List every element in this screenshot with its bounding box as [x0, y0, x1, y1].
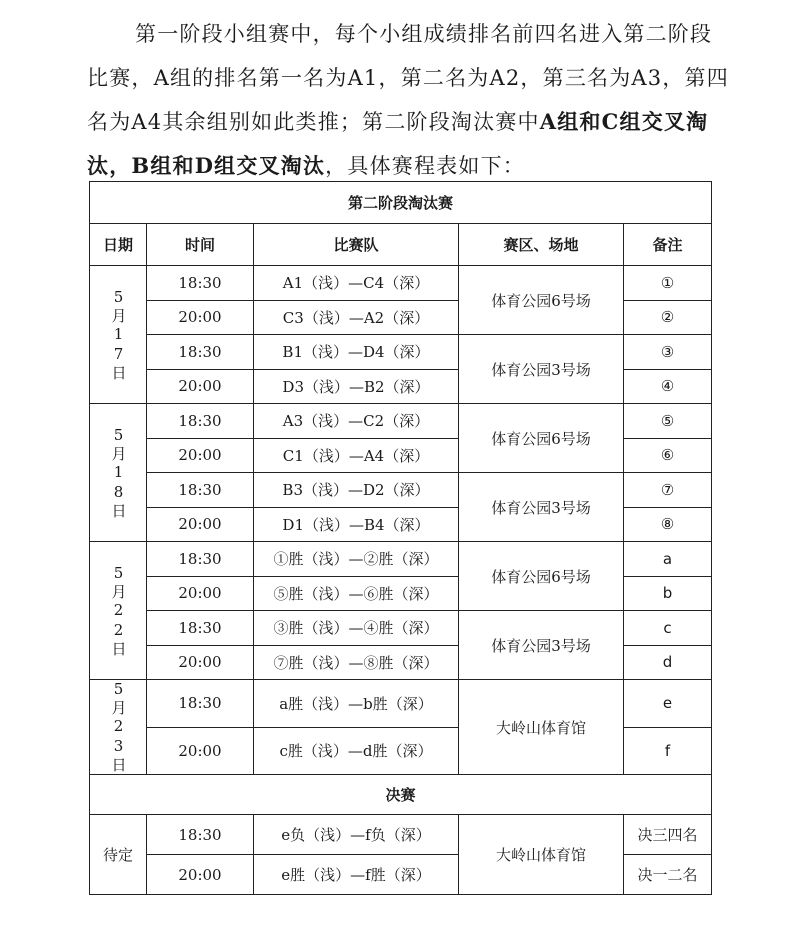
time-cell: 18:30	[147, 335, 254, 370]
time-cell: 20:00	[147, 369, 254, 404]
venue-cell: 体育公园3号场	[459, 335, 624, 404]
table-row	[90, 611, 712, 646]
date-cell	[90, 542, 147, 680]
teams-cell: B3（浅）—D2（深）	[254, 473, 459, 508]
intro-line-4-text: ，具体赛程表如下：	[325, 154, 525, 178]
date-cell	[90, 266, 147, 404]
final-date-cell: 待定	[90, 815, 147, 895]
time-cell: 20:00	[147, 645, 254, 680]
date-label: 5月17日	[109, 287, 128, 382]
header-venue: 赛区、场地	[459, 224, 624, 266]
time-cell: 20:00	[147, 855, 254, 895]
time-cell: 18:30	[147, 404, 254, 439]
time-cell: 20:00	[147, 300, 254, 335]
note-cell: ⑧	[624, 507, 712, 542]
time-cell: 18:30	[147, 542, 254, 577]
intro-line-1: 第一阶段小组赛中，每个小组成绩排名前四名进入第二阶段	[135, 22, 713, 46]
venue-cell: 体育公园3号场	[459, 611, 624, 680]
venue-cell: 体育公园6号场	[459, 404, 624, 473]
note-cell: 决一二名	[624, 855, 712, 895]
date-label: 5月23日	[109, 680, 128, 774]
table-row	[90, 266, 712, 301]
time-cell: 18:30	[147, 611, 254, 646]
note-cell: a	[624, 542, 712, 577]
note-cell: b	[624, 576, 712, 611]
date-cell	[90, 404, 147, 542]
table-title: 第二阶段淘汰赛	[90, 182, 712, 224]
note-cell: ⑦	[624, 473, 712, 508]
teams-cell: C3（浅）—A2（深）	[254, 300, 459, 335]
note-cell: d	[624, 645, 712, 680]
teams-cell: e胜（浅）—f胜（深）	[254, 855, 459, 895]
teams-cell: ①胜（浅）—②胜（深）	[254, 542, 459, 577]
intro-line-3-text: 名为A4其余组别如此类推；第二阶段淘汰赛中	[87, 110, 540, 134]
teams-cell: ⑦胜（浅）—⑧胜（深）	[254, 645, 459, 680]
final-title: 决赛	[90, 775, 712, 815]
note-cell: e	[624, 680, 712, 728]
table-row	[90, 473, 712, 508]
teams-cell: a胜（浅）—b胜（深）	[254, 680, 459, 728]
intro-line-4-bold: 汰，B组和D组交叉淘汰	[87, 153, 326, 178]
teams-cell: C1（浅）—A4（深）	[254, 438, 459, 473]
venue-cell: 体育公园6号场	[459, 542, 624, 611]
teams-cell: B1（浅）—D4（深）	[254, 335, 459, 370]
table-row	[90, 404, 712, 439]
note-cell: 决三四名	[624, 815, 712, 855]
intro-line-4	[87, 150, 525, 180]
time-cell: 20:00	[147, 727, 254, 775]
note-cell: ⑥	[624, 438, 712, 473]
note-cell: ①	[624, 266, 712, 301]
header-time: 时间	[147, 224, 254, 266]
venue-cell: 大岭山体育馆	[459, 815, 624, 895]
teams-cell: A1（浅）—C4（深）	[254, 266, 459, 301]
note-cell: ④	[624, 369, 712, 404]
venue-cell: 大岭山体育馆	[459, 680, 624, 775]
table-row	[90, 815, 712, 855]
header-date: 日期	[90, 224, 147, 266]
venue-cell: 体育公园3号场	[459, 473, 624, 542]
table-row	[90, 335, 712, 370]
intro-line-2: 比赛，A组的排名第一名为A1，第二名为A2，第三名为A3，第四	[87, 66, 729, 90]
time-cell: 18:30	[147, 266, 254, 301]
note-cell: c	[624, 611, 712, 646]
table-row	[90, 680, 712, 728]
teams-cell: e负（浅）—f负（深）	[254, 815, 459, 855]
date-cell	[90, 680, 147, 775]
time-cell: 20:00	[147, 438, 254, 473]
note-cell: ②	[624, 300, 712, 335]
note-cell: f	[624, 727, 712, 775]
teams-cell: D1（浅）—B4（深）	[254, 507, 459, 542]
teams-cell: D3（浅）—B2（深）	[254, 369, 459, 404]
intro-line-3-bold: A组和C组交叉淘	[539, 109, 709, 134]
time-cell: 18:30	[147, 473, 254, 508]
note-cell: ③	[624, 335, 712, 370]
date-label: 5月18日	[109, 425, 128, 520]
teams-cell: c胜（浅）—d胜（深）	[254, 727, 459, 775]
schedule-table	[89, 181, 712, 895]
time-cell: 18:30	[147, 680, 254, 728]
teams-cell: ③胜（浅）—④胜（深）	[254, 611, 459, 646]
header-note: 备注	[624, 224, 712, 266]
teams-cell: ⑤胜（浅）—⑥胜（深）	[254, 576, 459, 611]
table-row	[90, 542, 712, 577]
teams-cell: A3（浅）—C2（深）	[254, 404, 459, 439]
date-label: 5月22日	[109, 563, 128, 658]
intro-line-3	[87, 106, 708, 136]
time-cell: 20:00	[147, 507, 254, 542]
time-cell: 20:00	[147, 576, 254, 611]
header-teams: 比赛队	[254, 224, 459, 266]
venue-cell: 体育公园6号场	[459, 266, 624, 335]
note-cell: ⑤	[624, 404, 712, 439]
time-cell: 18:30	[147, 815, 254, 855]
